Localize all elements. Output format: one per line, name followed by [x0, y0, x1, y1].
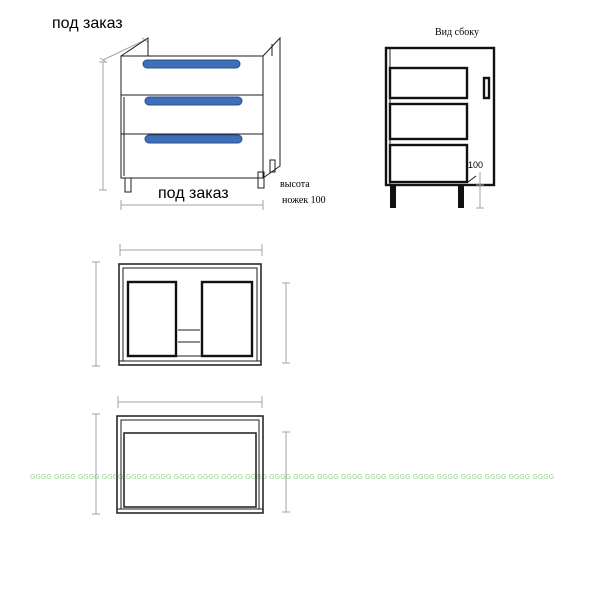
- side-leg-left: [390, 185, 396, 208]
- leg-height-note-line2: ножек 100: [282, 195, 326, 206]
- side-dimension-100: 100: [468, 160, 484, 170]
- door-right: [202, 282, 252, 356]
- front-perspective-view: [52, 15, 326, 210]
- inner-opening: [124, 433, 256, 507]
- depth-dimension-line: [103, 40, 145, 60]
- cabinet-body: [121, 56, 263, 178]
- cabinet-frame-front: [119, 264, 261, 365]
- cabinet-frame-open: [117, 416, 263, 513]
- open-frame-view: [92, 396, 290, 514]
- drawer-handle-1: [143, 60, 240, 68]
- watermark-row: [30, 473, 554, 481]
- side-drawer-2: [390, 104, 467, 139]
- side-leg-right: [458, 185, 464, 208]
- width-size-note: под заказ: [158, 185, 229, 202]
- side-view-title: Вид сбоку: [435, 27, 479, 38]
- svg-text:GGGG GGGG GGGG GGGG GGGG GGGG: GGGG GGGG GGGG GGGG GGGG GGGG GGGG GGGG GGGG GGGG GGGG GGGG GGGG GGGG GGGG GGGG GGGG GGGG GGGG GGGG GGGG GGGG: [30, 473, 555, 481]
- side-handle: [484, 78, 489, 98]
- top-size-note: под заказ: [52, 15, 123, 32]
- drawer-handle-2: [145, 97, 242, 105]
- leg-front-left: [125, 178, 131, 192]
- door-left: [128, 282, 176, 356]
- side-view: [386, 27, 494, 208]
- front-view-doors: [92, 244, 290, 366]
- side-drawer-3: [390, 145, 467, 182]
- leg-height-note-line1: высота: [280, 179, 310, 190]
- drawer-handle-3: [145, 135, 242, 143]
- side-drawer-1: [390, 68, 467, 98]
